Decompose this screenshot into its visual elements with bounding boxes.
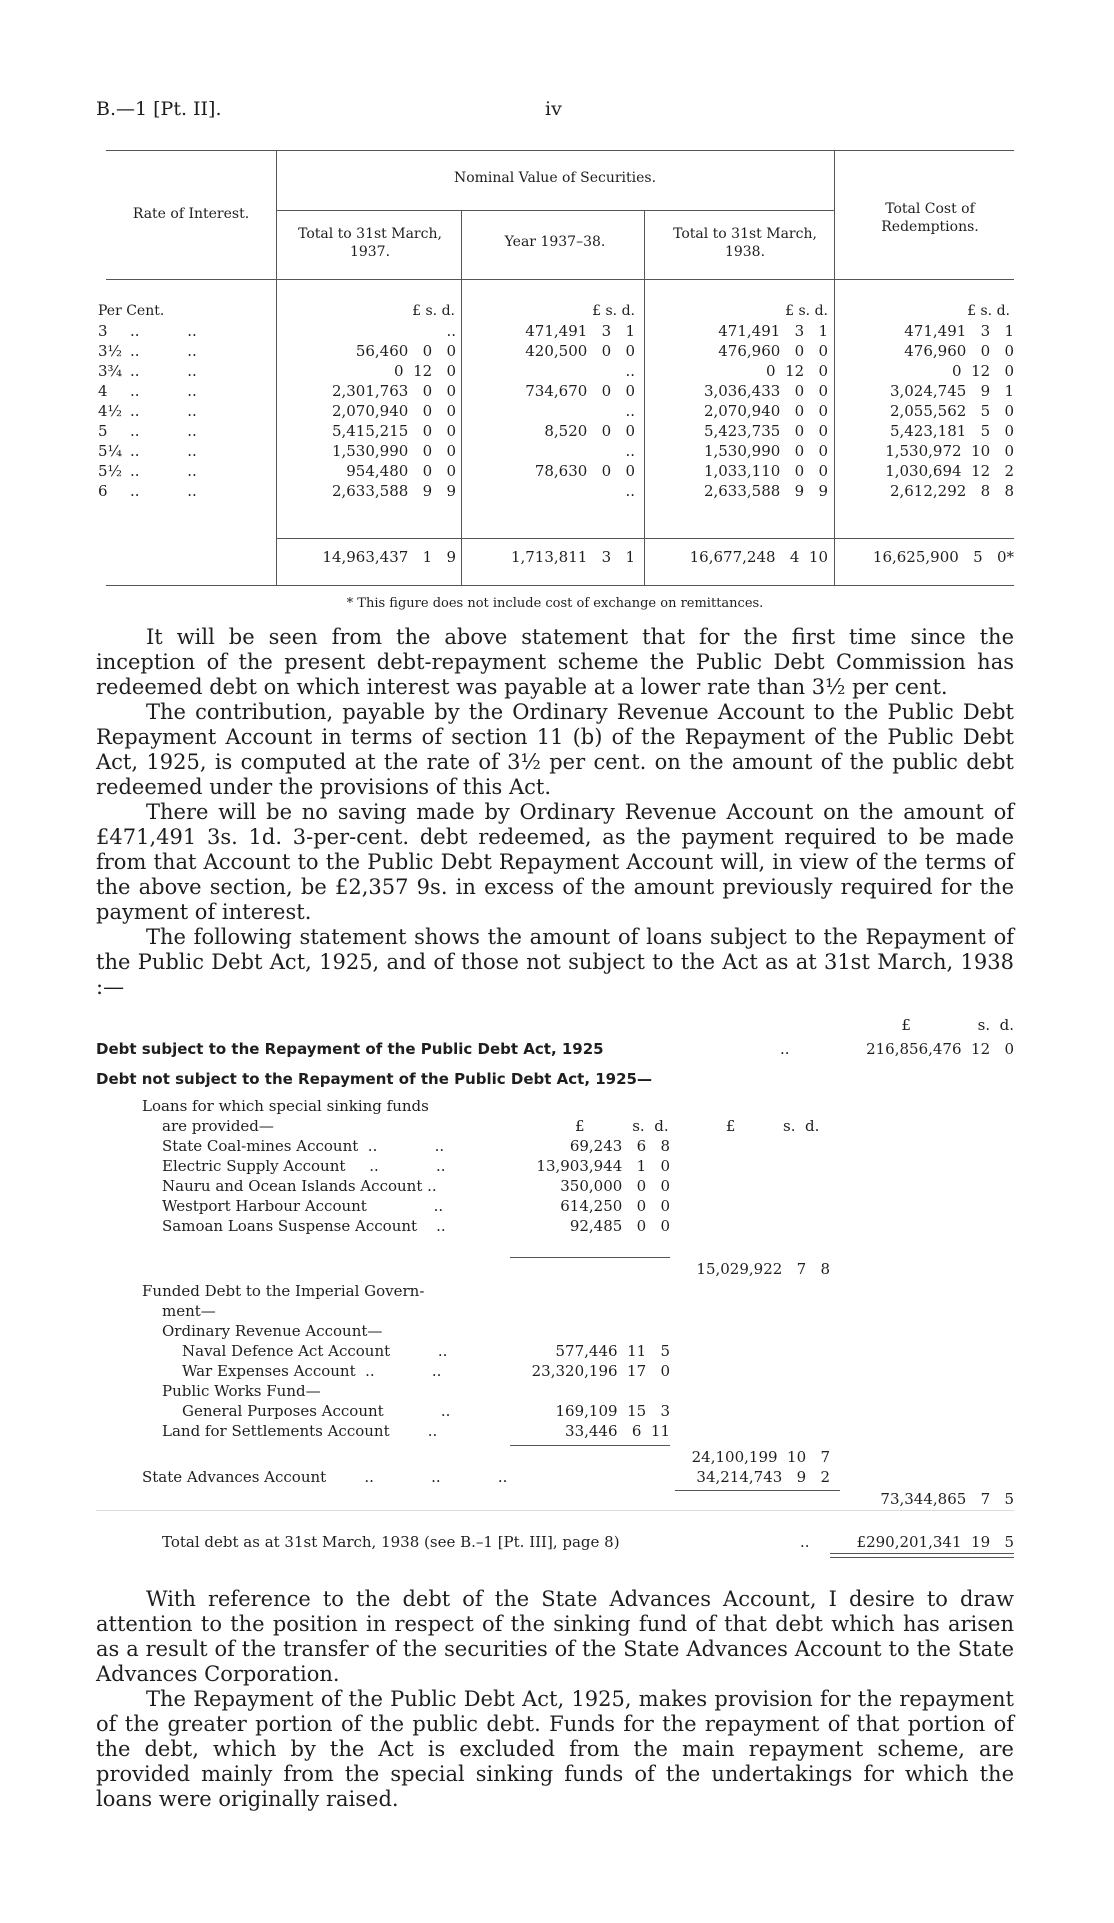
not-subject-rule <box>675 1490 840 1491</box>
naval-label: Naval Defence Act Account .. <box>182 1342 448 1360</box>
total-t37: 14,963,437 1 9 <box>322 548 456 566</box>
not-subject-total: 73,344,865 7 5 <box>880 1490 1014 1508</box>
total1937-cell: 5,415,215 0 0 <box>331 422 456 440</box>
rate-leader-dots: .. .. <box>130 362 197 380</box>
year-cell: 471,491 3 1 <box>525 322 635 340</box>
sinking-label-1: Loans for which special sinking funds <box>142 1097 429 1115</box>
rate-leader-dots: .. .. <box>130 462 197 480</box>
rate-cell: 3¾ <box>98 362 123 380</box>
total1938-cell: 3,036,433 0 0 <box>703 382 828 400</box>
sinking-label-2: are provided— <box>162 1117 274 1135</box>
general-value: 169,109 15 3 <box>555 1402 670 1420</box>
sinking-item-label: State Coal-mines Account .. .. <box>162 1137 445 1155</box>
paragraph-3: There will be no saving made by Ordinary Revenue Account on the amount of £471,491 3s. 1d. 3-per-cent. debt redeemed, as the payment required to be made from that Account to the Public Debt Repayment Account will, in view of the terms of the above section, be £2,357 9s. in excess of the amount previously required for the payment of interest. <box>96 800 1014 924</box>
war-label: War Expenses Account .. .. <box>182 1362 442 1380</box>
units-cost: £ s. d. <box>967 303 1010 319</box>
paragraph-1: It will be seen from the above statement that for the first time since the inception of the present debt-repayment scheme the Public Debt Commission has redeemed debt on which interest was payable at a lower rate than 3½ per cent. <box>96 625 1014 699</box>
sinking-item-value: 350,000 0 0 <box>560 1177 670 1195</box>
sinking-rule <box>510 1257 670 1258</box>
year-cell: 8,520 0 0 <box>544 422 635 440</box>
cost-cell: 2,612,292 8 8 <box>889 482 1014 500</box>
cost-cell: 5,423,181 5 0 <box>889 422 1014 440</box>
table1-total-rule <box>276 538 1014 539</box>
section-divider <box>96 1510 1014 1511</box>
sinking-item-label: Westport Harbour Account .. <box>162 1197 444 1215</box>
year-cell: 78,630 0 0 <box>534 462 635 480</box>
land-label: Land for Settlements Account .. <box>162 1422 438 1440</box>
land-value: 33,446 6 11 <box>565 1422 670 1440</box>
cost-cell: 476,960 0 0 <box>904 342 1014 360</box>
total-t38: 16,677,248 4 10 <box>689 548 828 566</box>
col-total1937-header: Total to 31st March, 1937. <box>298 226 442 260</box>
subject-value: 216,856,476 12 0 <box>866 1040 1014 1058</box>
total-cost: 16,625,900 5 0* <box>872 548 1014 566</box>
rate-cell: 4½ <box>98 402 123 420</box>
rate-cell: 6 <box>98 482 108 500</box>
sinking-item-value: 13,903,944 1 0 <box>536 1157 670 1175</box>
sinking-item-value: 614,250 0 0 <box>560 1197 670 1215</box>
rate-cell: 5½ <box>98 462 123 480</box>
funded-label-1: Funded Debt to the Imperial Govern- <box>142 1282 425 1300</box>
funded-label-2: ment— <box>162 1302 216 1320</box>
paragraph-6: The Repayment of the Public Debt Act, 1925, makes provision for the repayment of the greater portion of the public debt. Funds for the repayment of that portion of the debt, which by the Act is excluded from the main repayment scheme, are provided mainly from the special sinking funds of the undertakings for which the loans were originally raised. <box>96 1687 1014 1811</box>
year-cell: 734,670 0 0 <box>525 382 635 400</box>
cost-cell: 2,055,562 5 0 <box>889 402 1014 420</box>
total1937-cell: .. <box>446 322 456 340</box>
cost-cell: 1,030,694 12 2 <box>885 462 1014 480</box>
sinking-item-label: Nauru and Ocean Islands Account .. <box>162 1177 437 1195</box>
total1937-cell: 1,530,990 0 0 <box>331 442 456 460</box>
funded-total: 24,100,199 10 7 <box>691 1448 830 1466</box>
cost-cell: 471,491 3 1 <box>904 322 1014 340</box>
total1938-cell: 471,491 3 1 <box>718 322 828 340</box>
war-value: 23,320,196 17 0 <box>531 1362 670 1380</box>
total1937-cell: 954,480 0 0 <box>346 462 456 480</box>
year-cell: .. <box>625 362 635 380</box>
total1937-cell: 0 12 0 <box>393 362 456 380</box>
sinking-item-value: 92,485 0 0 <box>569 1217 670 1235</box>
total-underline <box>830 1553 1014 1554</box>
rate-cell: 3 <box>98 322 108 340</box>
per-cent-label: Per Cent. <box>98 303 165 319</box>
paragraph-2: The contribution, payable by the Ordinary Revenue Account to the Public Debt Repayment Account in terms of section 11 (b) of the Repayment of the Public Debt Act, 1925, is computed at the rate of 3½ per cent. on the amount of the public debt redeemed under the provisions of this Act. <box>96 700 1014 799</box>
total1938-cell: 0 12 0 <box>765 362 828 380</box>
units-right: £ s. d. <box>901 1016 1014 1034</box>
total1937-cell: 56,460 0 0 <box>355 342 456 360</box>
rate-leader-dots: .. .. <box>130 342 197 360</box>
total1938-cell: 2,070,940 0 0 <box>703 402 828 420</box>
subject-label: Debt subject to the Repayment of the Public Debt Act, 1925 <box>96 1040 604 1058</box>
rate-leader-dots: .. .. <box>130 442 197 460</box>
rate-cell: 5¼ <box>98 442 123 460</box>
sinking-item-label: Electric Supply Account .. .. <box>162 1157 446 1175</box>
year-cell: .. <box>625 482 635 500</box>
year-cell: 420,500 0 0 <box>525 342 635 360</box>
rate-leader-dots: .. .. <box>130 382 197 400</box>
table1-top-rule <box>106 150 1014 151</box>
cost-cell: 0 12 0 <box>951 362 1014 380</box>
rate-leader-dots: .. .. <box>130 322 197 340</box>
funded-rule <box>510 1445 670 1446</box>
total1937-cell: 2,070,940 0 0 <box>331 402 456 420</box>
total1938-cell: 1,530,990 0 0 <box>703 442 828 460</box>
page-number: iv <box>545 98 562 120</box>
total-debt-label: Total debt as at 31st March, 1938 (see B.–1 [Pt. III], page 8) <box>162 1533 620 1551</box>
units-t37: £ s. d. <box>412 303 455 319</box>
table1-header-rule <box>106 279 1014 280</box>
pwf-label: Public Works Fund— <box>162 1382 321 1400</box>
rate-cell: 5 <box>98 422 108 440</box>
paragraph-4: The following statement shows the amount of loans subject to the Repayment of the Public Debt Act, 1925, and of those not subject to the Act as at 31st March, 1938 :— <box>96 925 1014 999</box>
page-ref: B.—1 [Pt. II]. <box>96 98 222 120</box>
general-label: General Purposes Account .. <box>182 1402 451 1420</box>
total1937-cell: 2,301,763 0 0 <box>331 382 456 400</box>
total1937-cell: 2,633,588 9 9 <box>331 482 456 500</box>
col-group-header: Nominal Value of Securities. <box>453 170 657 186</box>
units-inner: £ s. d. £ s. d. <box>575 1117 820 1135</box>
rate-leader-dots: .. .. <box>130 422 197 440</box>
total-yr: 1,713,811 3 1 <box>510 548 635 566</box>
state-adv-value: 34,214,743 9 2 <box>696 1468 830 1486</box>
units-t38: £ s. d. <box>785 303 828 319</box>
ord-rev-label: Ordinary Revenue Account— <box>162 1322 383 1340</box>
year-cell: .. <box>625 402 635 420</box>
naval-value: 577,446 11 5 <box>555 1342 670 1360</box>
rate-cell: 4 <box>98 382 108 400</box>
col-rate-header: Rate of Interest. <box>132 206 250 222</box>
units-yr: £ s. d. <box>592 303 635 319</box>
col-year-header: Year 1937–38. <box>504 234 606 250</box>
state-adv-label: State Advances Account .. .. .. <box>142 1468 508 1486</box>
table1-group-rule <box>276 210 834 211</box>
rate-cell: 3½ <box>98 342 123 360</box>
not-subject-label: Debt not subject to the Repayment of the Public Debt Act, 1925— <box>96 1070 652 1088</box>
year-cell: .. <box>625 442 635 460</box>
cost-cell: 1,530,972 10 0 <box>885 442 1014 460</box>
table1-bottom-rule <box>106 585 1014 586</box>
sinking-item-value: 69,243 6 8 <box>569 1137 670 1155</box>
rate-leader-dots: .. .. <box>130 402 197 420</box>
total1938-cell: 5,423,735 0 0 <box>703 422 828 440</box>
table1-vline <box>461 210 462 585</box>
sinking-item-label: Samoan Loans Suspense Account .. <box>162 1217 446 1235</box>
total-debt-dots: .. <box>800 1533 810 1551</box>
rate-leader-dots: .. .. <box>130 482 197 500</box>
col-total1938-header: Total to 31st March, 1938. <box>673 226 817 260</box>
col-cost-header: Total Cost of Redemptions. <box>881 201 979 235</box>
cost-cell: 3,024,745 9 1 <box>889 382 1014 400</box>
total1938-cell: 2,633,588 9 9 <box>703 482 828 500</box>
paragraph-5: With reference to the debt of the State Advances Account, I desire to draw attention to the position in respect of the sinking fund of that debt which has arisen as a result of the transfer of the securities of the State Advances Account to the State Advances Corporation. <box>96 1587 1014 1686</box>
sinking-total: 15,029,922 7 8 <box>696 1260 830 1278</box>
total-debt-value: £290,201,341 19 5 <box>856 1533 1014 1551</box>
total1938-cell: 1,033,110 0 0 <box>703 462 828 480</box>
table1-vline <box>834 150 835 585</box>
table1-footnote: * This figure does not include cost of exchange on remittances. <box>346 596 764 611</box>
total1938-cell: 476,960 0 0 <box>718 342 828 360</box>
subject-dots: .. <box>780 1040 790 1058</box>
total-underline <box>830 1557 1014 1558</box>
